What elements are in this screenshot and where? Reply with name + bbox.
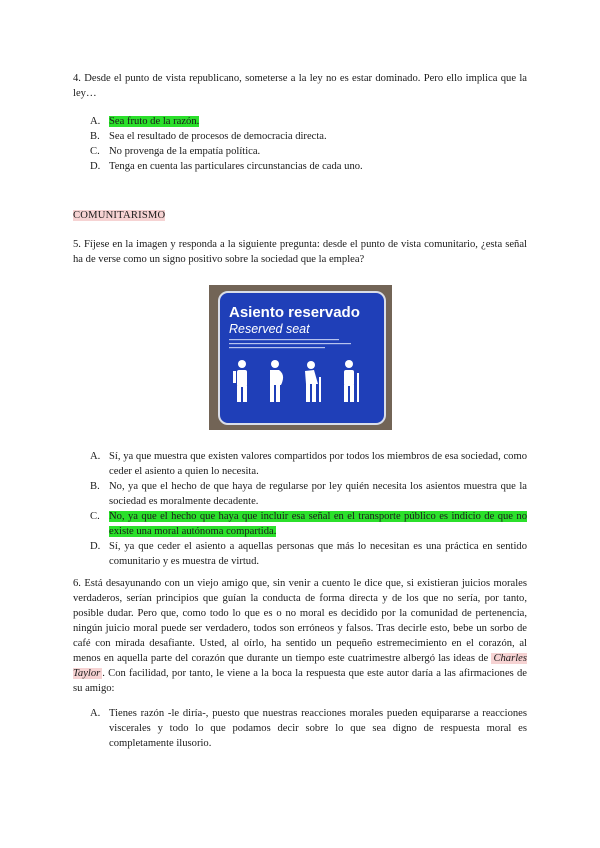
q5-option-a [90, 449, 527, 479]
reserved-seat-photo [209, 285, 392, 430]
q4-option-c-text: No provenga de la empatía política. [109, 146, 261, 157]
q4-option-b-text: Sea el resultado de procesos de democracia directa. [109, 131, 327, 142]
q4-option-a-letter: A. [90, 116, 101, 127]
q4-question: 4. Desde el punto de vista republicano, someterse a la ley no es estar dominado. Pero ello implica que la ley… [73, 73, 527, 99]
q5-option-a-text: Sí, ya que muestra que existen valores compartidos por todos los miembros de esa sociedad, como ceder el asiento a quien lo necesita. [109, 451, 527, 477]
q4-option-d-text: Tenga en cuenta las particulares circunstancias de cada uno. [109, 161, 363, 172]
q4-option-a [90, 114, 527, 129]
sign-title-en: Reserved seat [229, 322, 310, 336]
q6-text-before: 6. Está desayunando con un viejo amigo que, sin venir a cuento le dice que, si existieran juicios morales verdaderos, serían principios que guían la conducta de forma directa y de los que no sería, por tanto, posible dudar. Pero que, como todo lo que es o no moral es decidido por la comunidad de pertenencia, ningún juicio moral puede ser verdadero, todos son erróneos y falsos. Tras decirle esto, bebe un sorbo de café con mirada desafiante. Usted, al oírlo, ha sentido un pequeño estremecimiento en el corazón, al menos en aquella parte del corazón que durante un tiempo este cuatrimestre albergó las ideas de [73, 578, 527, 664]
q5-option-d-letter: D. [90, 541, 101, 552]
q5-option-b-letter: B. [90, 481, 100, 492]
sign-small-print-line-2 [229, 343, 351, 344]
q6-option-a-text: Tienes razón -le diría-, puesto que nuestras reacciones morales pueden equipararse a reacciones viscerales y todo lo que podamos decir sobre lo que sea digno de respuesta moral es completamente ilusorio. [109, 708, 527, 749]
q4-option-d-letter: D. [90, 161, 101, 172]
q6-options [90, 706, 527, 751]
q5-option-a-letter: A. [90, 451, 101, 462]
sign-title-es: Asiento reservado [229, 304, 360, 321]
q5-option-c [90, 509, 527, 539]
q6-option-a [90, 706, 527, 751]
q5-option-c-letter: C. [90, 511, 100, 522]
sign-small-print-line-1 [229, 339, 339, 340]
q4-option-c [90, 144, 527, 159]
q6-option-a-letter: A. [90, 708, 101, 719]
q6-paragraph [73, 576, 527, 696]
q5-option-c-text: No, ya que el hecho que haya que incluir esa señal en el transporte público es indicio de que no existe una moral autónoma compartida. [109, 511, 527, 537]
q4-options [90, 114, 527, 174]
section-title-text: COMUNITARISMO [73, 210, 166, 221]
q4-option-a-text: Sea fruto de la razón. [109, 116, 200, 127]
q5-option-b [90, 479, 527, 509]
q5-question: 5. Fíjese en la imagen y responda a la siguiente pregunta: desde el punto de vista comunitario, ¿esta señal ha de verse como un signo positivo sobre la sociedad que la emplea? [73, 239, 527, 265]
q5-options [90, 449, 527, 569]
reserved-seat-sign [209, 285, 392, 430]
q4-option-d [90, 159, 527, 174]
q4-option-c-letter: C. [90, 146, 100, 157]
q4-option-b [90, 129, 527, 144]
q5-option-d-text: Sí, ya que ceder el asiento a aquellas personas que más lo necesitan es una práctica en sentido comunitario y es muestra de virtud. [109, 541, 527, 567]
q6-author-name: Charles Taylor [73, 653, 527, 679]
section-title [73, 208, 165, 223]
q4-option-b-letter: B. [90, 131, 100, 142]
q5-option-d [90, 539, 527, 569]
sign-small-print-line-3 [229, 347, 325, 348]
q5-option-b-text: No, ya que el hecho de que haya de regularse por ley quién necesita los asientos muestra que la sociedad es moralmente decadente. [109, 481, 527, 507]
q6-text-after: . Con facilidad, por tanto, le viene a la boca la respuesta que este autor daría a las afirmaciones de su amigo: [73, 668, 527, 694]
